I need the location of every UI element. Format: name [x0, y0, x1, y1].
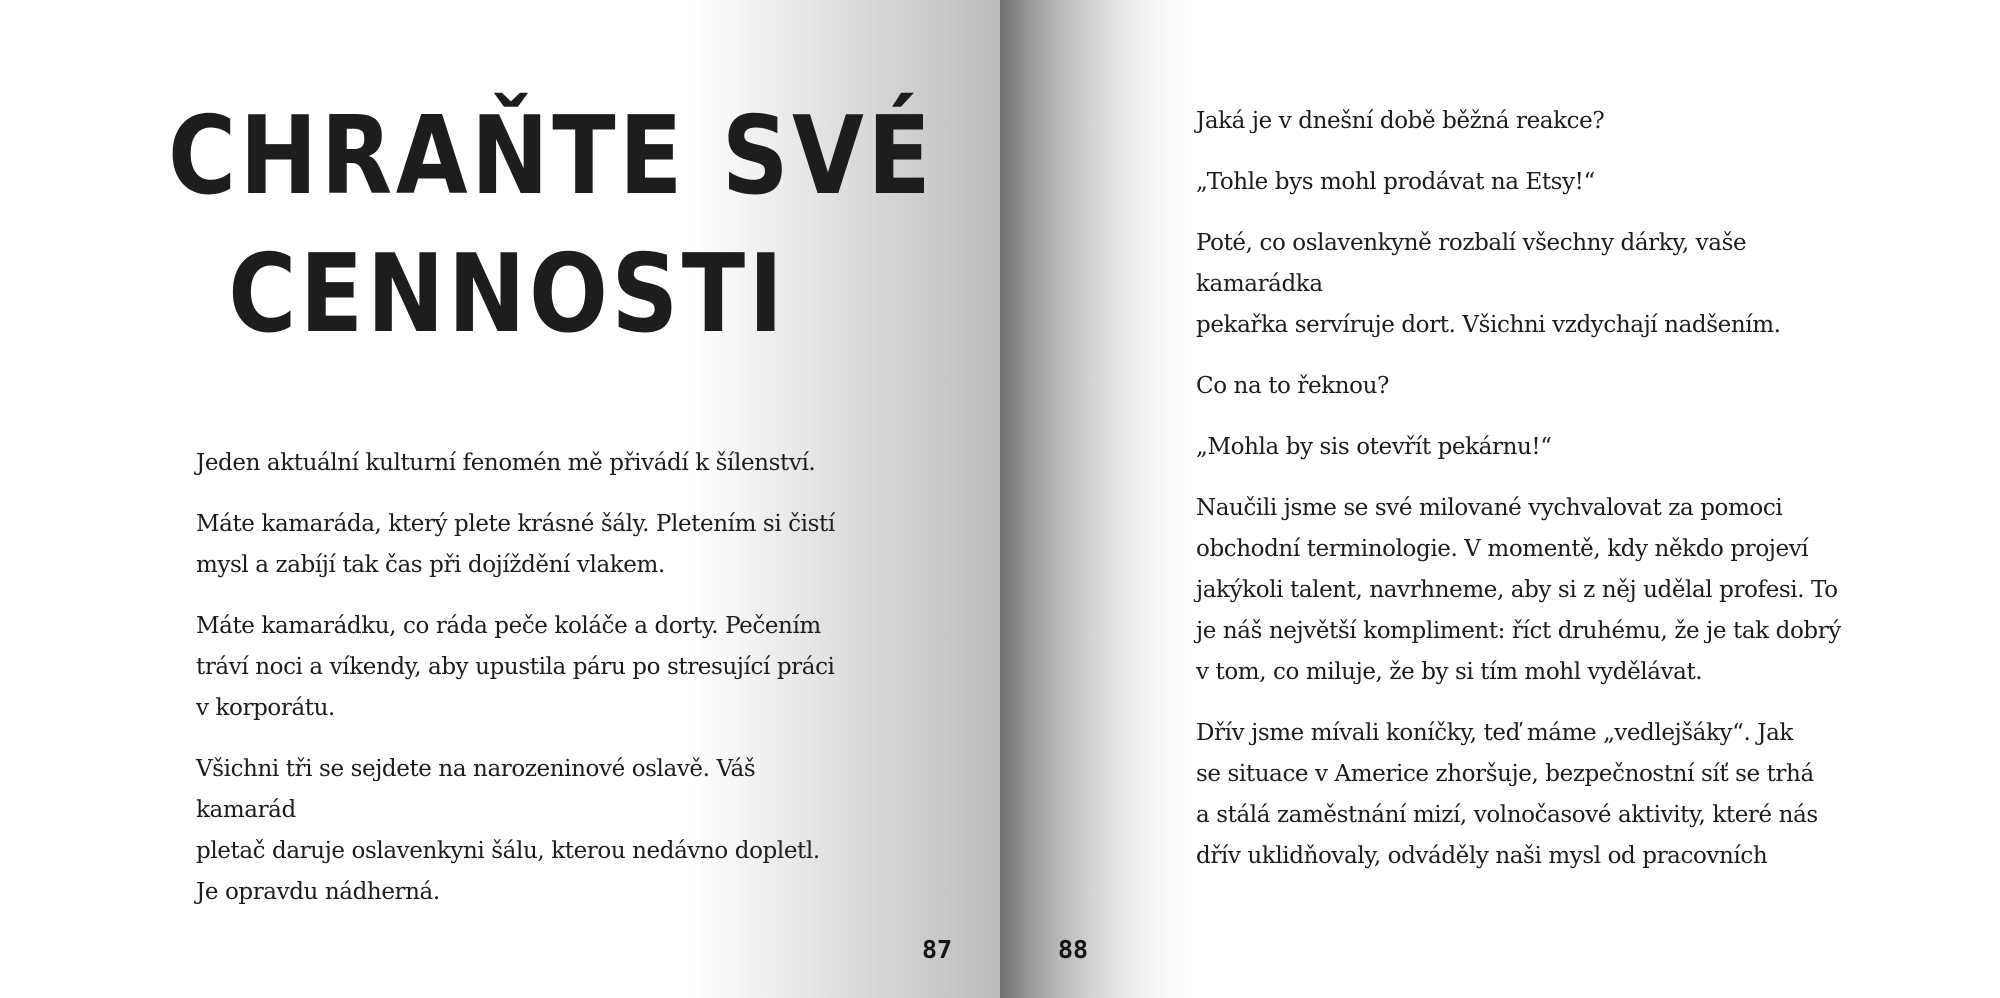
paragraph: Máte kamarádku, co ráda peče koláče a dorty. Pečením tráví noci a víkendy, aby upustila páru po stresující práci v korporátu.	[196, 613, 835, 721]
paragraph: „Mohla by sis otevřít pekárnu!“	[1196, 434, 1552, 460]
paragraph: Máte kamaráda, který plete krásné šály. Pletením si čistí mysl a zabíjí tak čas při dojíždění vlakem.	[196, 511, 835, 578]
paragraph: Všichni tři se sejdete na narozeninové oslavě. Váš kamarád pletač daruje oslavenkyni šálu, kterou nedávno dopletl. Je opravdu nádherná.	[196, 756, 820, 905]
chapter-title	[168, 88, 935, 364]
page-number-left: 87	[922, 935, 953, 964]
paragraph: Jeden aktuální kulturní fenomén mě přivádí k šílenství.	[196, 450, 816, 476]
right-page	[1000, 0, 2000, 998]
paragraph: Poté, co oslavenkyně rozbalí všechny dárky, vaše kamarádka pekařka servíruje dort. Všichni vzdychají nadšením.	[1196, 230, 1781, 338]
right-page-body	[1196, 101, 1856, 897]
paragraph: „Tohle bys mohl prodávat na Etsy!“	[1196, 169, 1595, 195]
paragraph: Co na to řeknou?	[1196, 373, 1389, 399]
chapter-title-line-2: CENNOSTI	[228, 232, 787, 357]
chapter-title-line-1: CHRAŇTE SVÉ	[168, 94, 935, 219]
paragraph: Dřív jsme mívali koníčky, teď máme „vedlejšáky“. Jak se situace v Americe zhoršuje, bezpečnostní síť se trhá a stálá zaměstnání mizí, volnočasové aktivity, které nás dřív uklidňovaly, odváděly naši mysl od pracovních	[1196, 720, 1818, 869]
page-number-right: 88	[1058, 935, 1089, 964]
paragraph: Naučili jsme se své milované vychvalovat za pomoci obchodní terminologie. V momentě, kdy někdo projeví jakýkoli talent, navrhneme, aby si z něj udělal profesi. To je náš největší kompliment: říct druhému, že je tak dobrý v tom, co miluje, že by si tím mohl vydělávat.	[1196, 495, 1841, 685]
paragraph: Jaká je v dnešní době běžná reakce?	[1196, 108, 1605, 134]
left-page-body	[196, 443, 846, 933]
